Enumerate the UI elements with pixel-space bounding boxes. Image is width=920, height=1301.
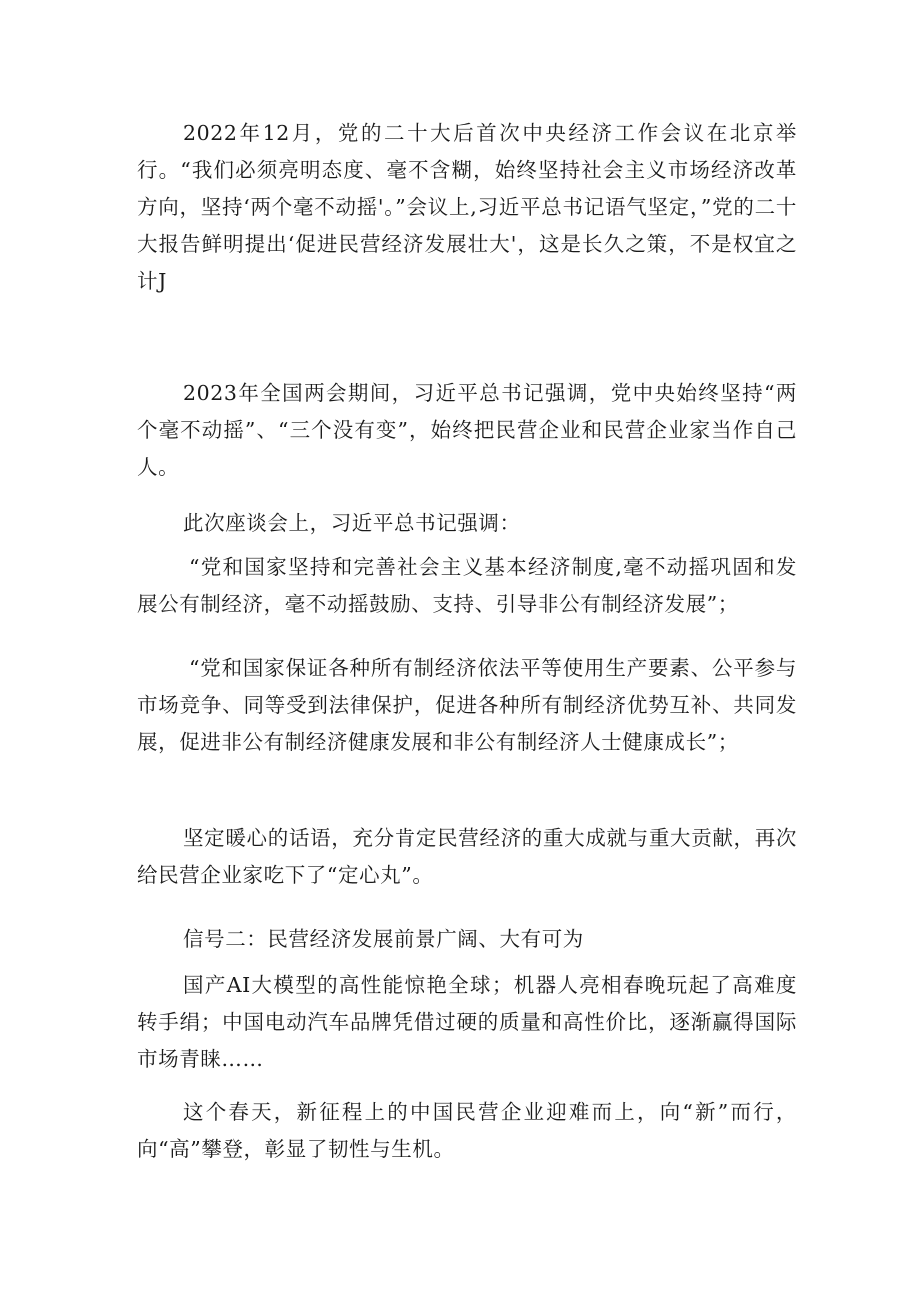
paragraph-quote-basic-system: “党和国家坚持和完善社会主义基本经济制度,毫不动摇巩固和发展公有制经济，毫不动摇鼓励、支持、引导非公有制经济发展”；	[137, 555, 797, 616]
paragraph-two-sessions: 2023年全国两会期间，习近平总书记强调，党中央始终坚持“两个毫不动摇”、“三个没有变”，始终把民营企业和民营企业家当作自己人。	[137, 381, 797, 479]
paragraph-quote-equal-treatment: “党和国家保证各种所有制经济依法平等使用生产要素、公平参与市场竞争、同等受到法律保护，促进各种所有制经济优势互补、共同发展，促进非公有制经济健康发展和非公有制经济人士健康成长”；	[137, 656, 797, 754]
paragraph-spring-outlook: 这个春天，新征程上的中国民营企业迎难而上，向“新”而行，向“高”攀登，彰显了韧性与生机。	[137, 1100, 797, 1161]
paragraph-economic-work-conference: 2022年12月，党的二十大后首次中央经济工作会议在北京举行。“我们必须亮明态度、毫不含糊，始终坚持社会主义市场经济改革方向，坚持‘两个毫不动摇'。”会议上,习近平总书记语气坚定，”党的二十大报告鲜明提出‘促进民营经济发展壮大'，这是长久之策，不是权宜之计J	[137, 121, 797, 293]
section-heading-signal-two: 信号二：民营经济发展前景广阔、大有可为	[183, 927, 584, 951]
paragraph-symposium-intro: 此次座谈会上，习近平总书记强调：	[183, 511, 521, 535]
paragraph-innovation-examples: 国产AI大模型的高性能惊艳全球；机器人亮相春晚玩起了高难度转手绢；中国电动汽车品牌凭借过硬的质量和高性价比，逐渐赢得国际市场青睐……	[137, 973, 797, 1071]
paragraph-reassurance: 坚定暖心的话语，充分肯定民营经济的重大成就与重大贡献，再次给民营企业家吃下了“定心丸”。	[137, 826, 797, 887]
